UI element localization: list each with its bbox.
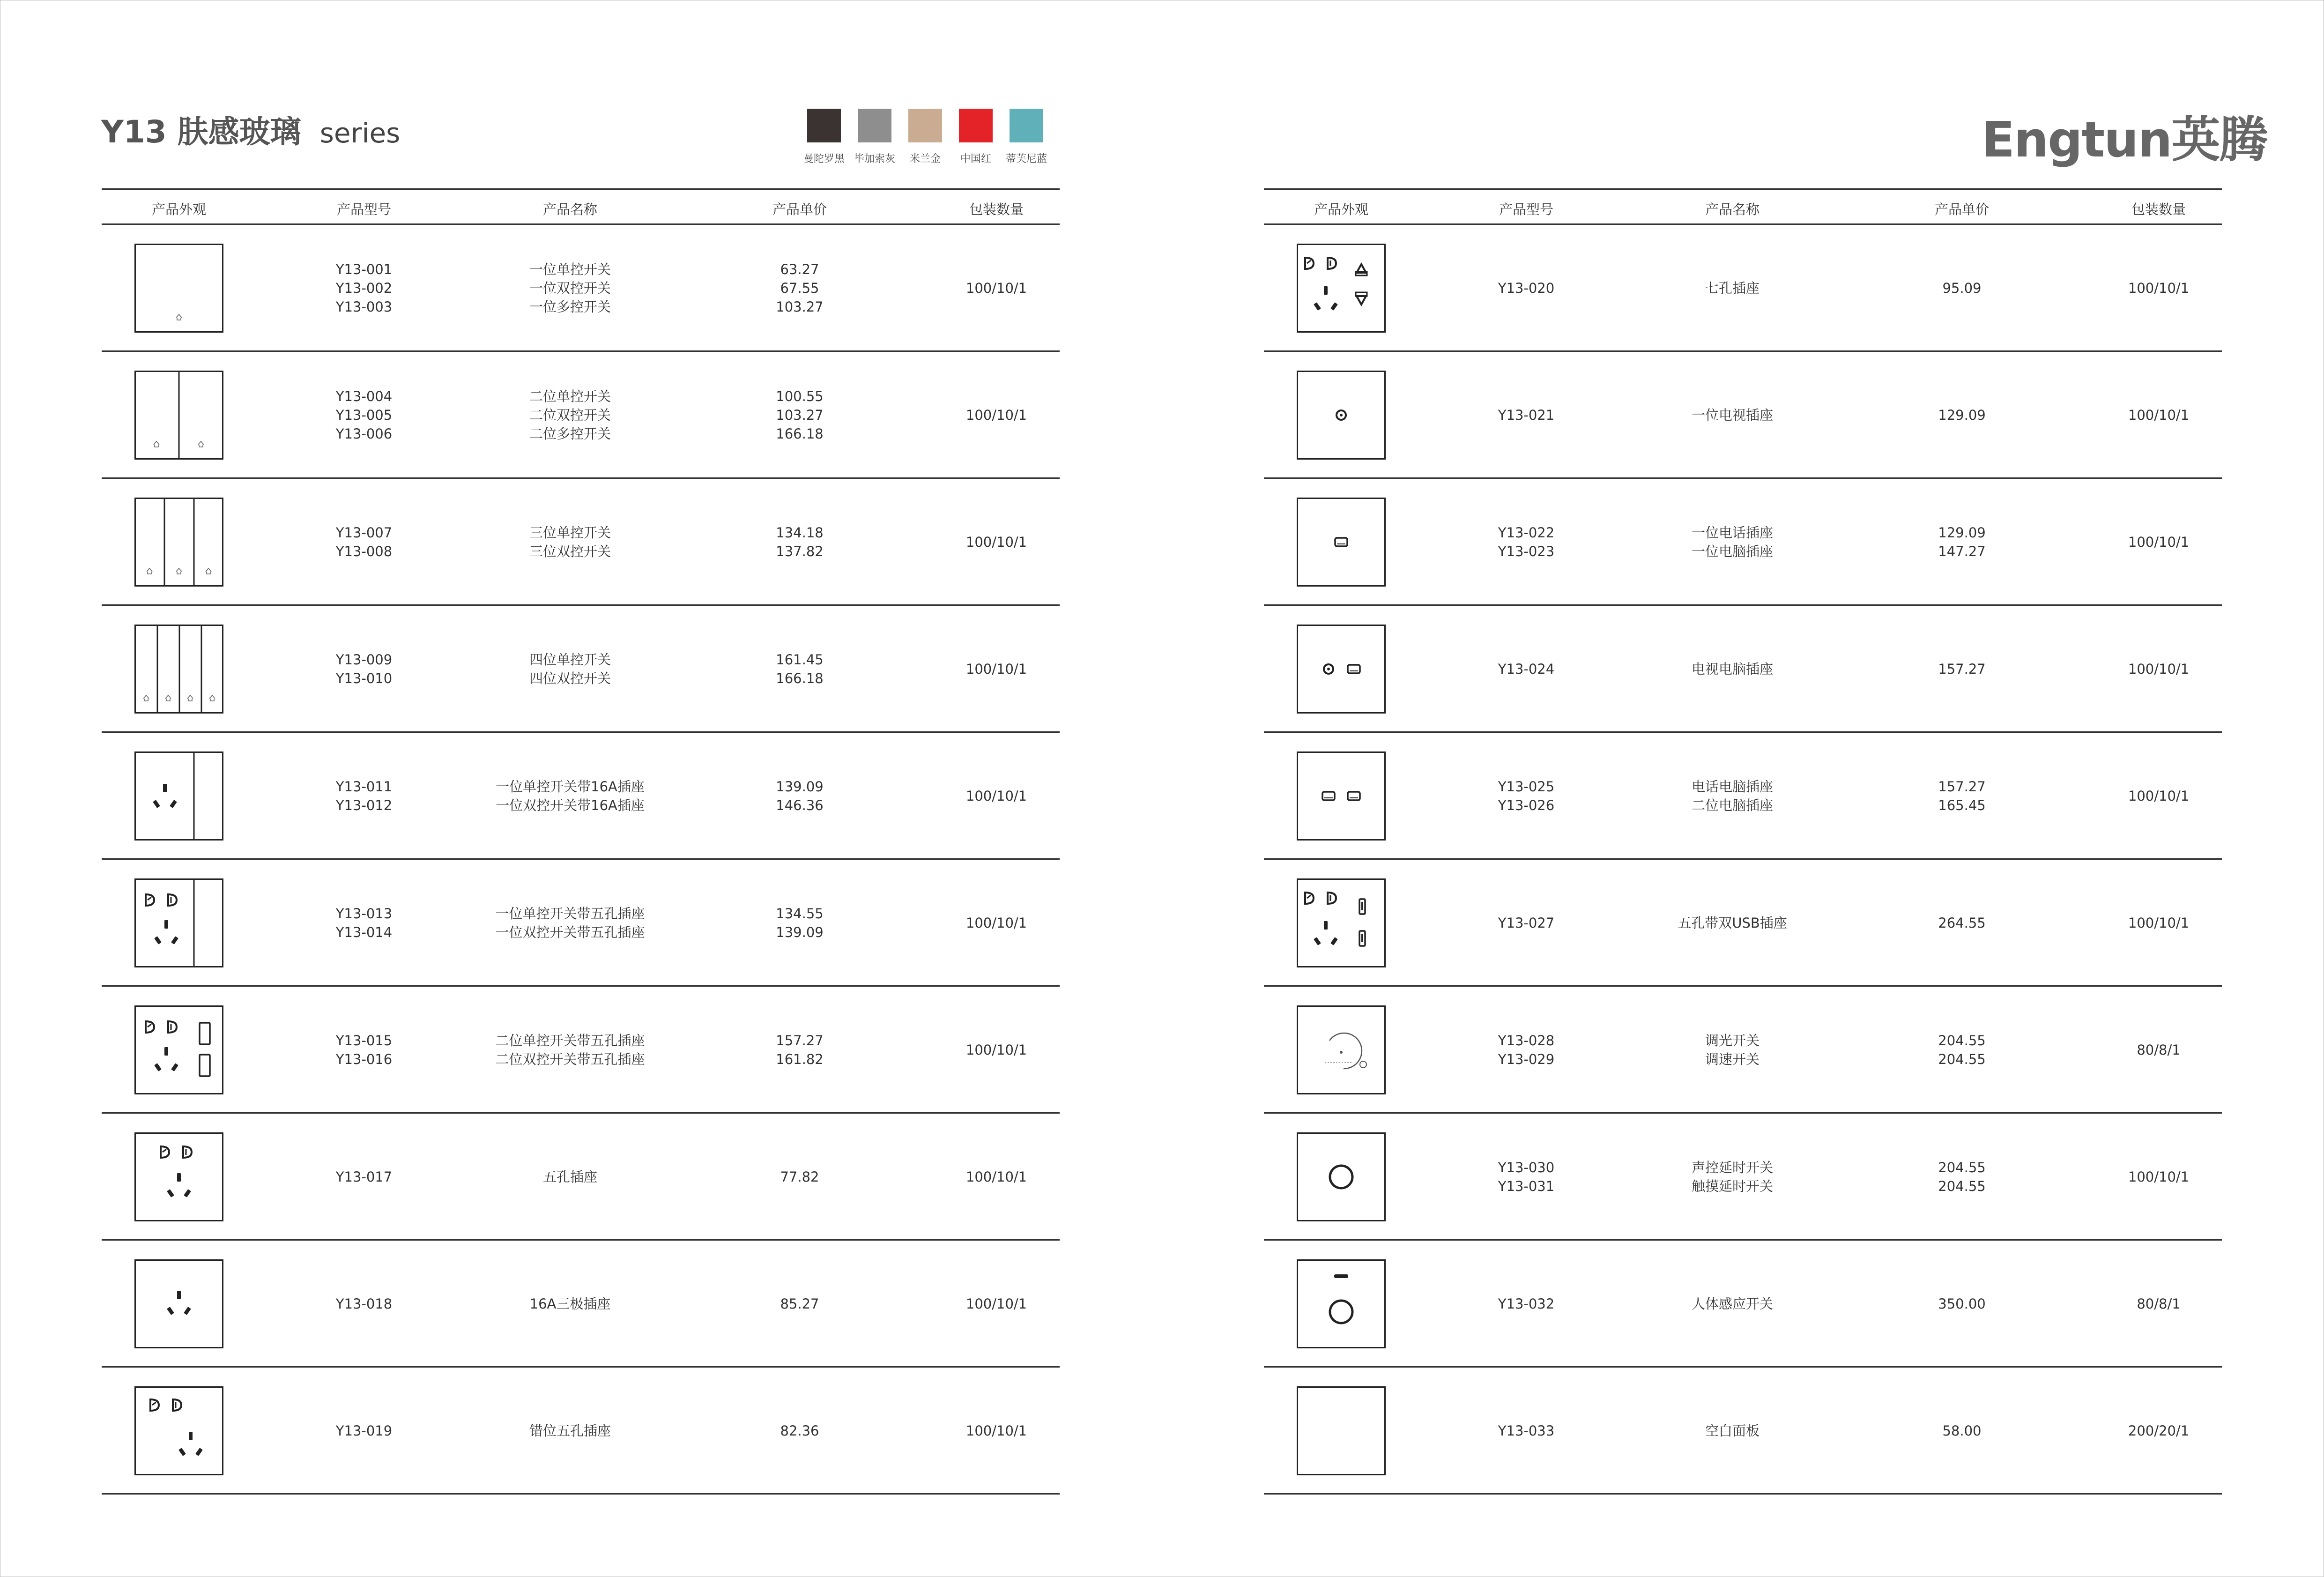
product-price: 95.09	[1942, 280, 1982, 296]
table-row	[102, 606, 1060, 733]
product-price: 204.55	[1938, 1033, 1986, 1049]
table-row	[1264, 352, 2222, 479]
column-header: 产品外观	[1314, 201, 1369, 217]
brand-logo: Engtun英腾	[1982, 111, 2267, 168]
color-swatch	[849, 109, 900, 165]
product-code: Y13-017	[335, 1169, 393, 1185]
table-row	[1264, 1114, 2222, 1241]
product-code: Y13-029	[1498, 1051, 1555, 1067]
product-code: Y13-009	[335, 652, 393, 668]
product-name: 16A三极插座	[529, 1296, 611, 1312]
product-name: 声控延时开关	[1691, 1160, 1774, 1175]
product-price: 67.55	[780, 280, 819, 296]
table-header	[1264, 188, 2222, 225]
color-swatches	[799, 109, 1052, 165]
package-quantity: 100/10/1	[965, 1296, 1027, 1312]
switch-3-gang-icon	[134, 498, 223, 587]
phone-computer-socket-icon	[1297, 751, 1386, 841]
table-row	[1264, 225, 2222, 352]
product-code: Y13-031	[1498, 1178, 1555, 1194]
package-quantity: 100/10/1	[965, 534, 1027, 550]
product-code: Y13-032	[1498, 1296, 1555, 1312]
product-name: 二位双控开关带五孔插座	[495, 1051, 645, 1067]
product-price: 58.00	[1942, 1423, 1982, 1439]
product-price: 137.82	[776, 543, 824, 559]
package-quantity: 100/10/1	[965, 407, 1027, 423]
product-name: 一位电脑插座	[1691, 543, 1774, 559]
swatch-label: 毕加索灰	[854, 153, 895, 165]
table-row	[102, 987, 1060, 1114]
table-row	[1264, 860, 2222, 987]
product-name: 一位电话插座	[1691, 525, 1774, 541]
package-quantity: 80/8/1	[2137, 1296, 2181, 1312]
column-header: 产品外观	[151, 201, 207, 217]
product-price: 139.09	[776, 779, 824, 795]
product-code: Y13-019	[335, 1423, 393, 1439]
product-name: 人体感应开关	[1691, 1296, 1774, 1312]
package-quantity: 100/10/1	[2128, 788, 2190, 804]
product-name: 一位电视插座	[1691, 407, 1774, 423]
tv-computer-socket-icon	[1297, 625, 1386, 714]
product-name: 一位单控开关带五孔插座	[495, 906, 645, 922]
product-price: 63.27	[780, 261, 819, 277]
product-name: 调光开关	[1705, 1033, 1760, 1049]
table-row	[102, 479, 1060, 606]
color-swatch	[1001, 109, 1052, 165]
product-price: 165.45	[1938, 797, 1986, 813]
product-name: 四位单控开关	[529, 652, 611, 668]
page-title	[101, 107, 400, 151]
table-row	[1264, 1368, 2222, 1495]
product-price: 204.55	[1938, 1051, 1986, 1067]
swatch-color	[807, 109, 841, 142]
product-price: 161.45	[776, 652, 824, 668]
product-name: 三位单控开关	[529, 525, 611, 541]
product-code: Y13-003	[335, 299, 393, 315]
product-name: 二位多控开关	[529, 426, 611, 442]
product-name: 五孔插座	[542, 1169, 598, 1185]
offset-5hole-socket-icon	[134, 1386, 223, 1475]
product-code: Y13-013	[335, 906, 393, 922]
dimmer-switch-icon	[1297, 1005, 1386, 1094]
product-price: 161.82	[776, 1051, 824, 1067]
product-name: 二位双控开关	[529, 407, 611, 423]
product-name: 电话电脑插座	[1691, 779, 1774, 795]
table-row	[1264, 1241, 2222, 1368]
table-row	[1264, 987, 2222, 1114]
product-name: 二位电脑插座	[1691, 797, 1774, 813]
product-code: Y13-030	[1498, 1160, 1555, 1175]
product-name: 二位单控开关	[529, 388, 611, 404]
product-name: 一位双控开关带16A插座	[496, 797, 645, 813]
5hole-socket-icon	[134, 1132, 223, 1221]
product-price: 147.27	[1938, 543, 1986, 559]
product-price: 264.55	[1938, 915, 1986, 931]
product-price: 166.18	[776, 670, 824, 686]
switch-16a-socket-icon	[134, 751, 223, 841]
product-name: 电视电脑插座	[1691, 661, 1774, 677]
product-price: 204.55	[1938, 1160, 1986, 1175]
table-row	[1264, 606, 2222, 733]
table-header	[102, 188, 1060, 225]
package-quantity: 100/10/1	[965, 1042, 1027, 1058]
package-quantity: 100/10/1	[2128, 280, 2190, 296]
product-code: Y13-007	[335, 525, 393, 541]
product-price: 129.09	[1938, 407, 1986, 423]
7hole-socket-icon	[1297, 244, 1386, 333]
package-quantity: 100/10/1	[965, 1423, 1027, 1439]
swatch-color	[1010, 109, 1043, 142]
phone-socket-icon	[1297, 498, 1386, 587]
column-header: 产品名称	[1705, 201, 1760, 217]
series-label: series	[319, 117, 401, 149]
product-name: 一位双控开关	[529, 280, 611, 296]
product-code: Y13-026	[1498, 797, 1555, 813]
motion-sensor-switch-icon	[1297, 1259, 1386, 1348]
swatch-label: 曼陀罗黑	[803, 153, 845, 165]
table-row	[102, 1114, 1060, 1241]
product-price: 157.27	[776, 1033, 824, 1049]
package-quantity: 100/10/1	[2128, 661, 2190, 677]
swatch-color	[959, 109, 993, 142]
product-code: Y13-023	[1498, 543, 1555, 559]
product-code: Y13-002	[335, 280, 393, 296]
product-price: 146.36	[776, 797, 824, 813]
product-table-left	[102, 188, 1060, 1495]
product-name: 二位单控开关带五孔插座	[495, 1033, 645, 1049]
product-code: Y13-028	[1498, 1033, 1555, 1049]
package-quantity: 200/20/1	[2128, 1423, 2190, 1439]
package-quantity: 100/10/1	[965, 915, 1027, 931]
product-price: 103.27	[776, 299, 824, 315]
table-row	[1264, 479, 2222, 606]
product-code: Y13-027	[1498, 915, 1555, 931]
column-header: 包装数量	[2131, 201, 2186, 217]
5hole-usb-socket-icon	[1297, 878, 1386, 967]
product-price: 100.55	[776, 388, 824, 404]
switch-1-gang-icon	[134, 244, 223, 333]
column-header: 产品单价	[1934, 201, 1990, 217]
package-quantity: 100/10/1	[965, 280, 1027, 296]
product-code: Y13-010	[335, 670, 393, 686]
product-price: 77.82	[780, 1169, 819, 1185]
product-name: 三位双控开关	[529, 543, 611, 559]
product-table-right	[1264, 188, 2222, 1495]
package-quantity: 100/10/1	[2128, 407, 2190, 423]
blank-panel-icon	[1297, 1386, 1386, 1475]
product-price: 85.27	[780, 1296, 819, 1312]
product-name: 一位多控开关	[529, 299, 611, 315]
swatch-color	[908, 109, 942, 142]
package-quantity: 100/10/1	[2128, 915, 2190, 931]
delay-switch-icon	[1297, 1132, 1386, 1221]
swatch-color	[858, 109, 891, 142]
column-header: 产品名称	[542, 201, 598, 217]
package-quantity: 80/8/1	[2137, 1042, 2181, 1058]
package-quantity: 100/10/1	[965, 788, 1027, 804]
package-quantity: 100/10/1	[2128, 534, 2190, 550]
switch2-5hole-socket-icon	[134, 1005, 223, 1094]
swatch-label: 蒂芙尼蓝	[1005, 153, 1047, 165]
color-swatch	[900, 109, 950, 165]
product-price: 204.55	[1938, 1178, 1986, 1194]
product-code: Y13-033	[1498, 1423, 1555, 1439]
product-code: Y13-018	[335, 1296, 393, 1312]
column-header: 产品型号	[1499, 201, 1554, 217]
product-price: 166.18	[776, 426, 824, 442]
product-price: 350.00	[1938, 1296, 1986, 1312]
series-name: Y13 肤感玻璃	[101, 114, 301, 150]
product-price: 103.27	[776, 407, 824, 423]
table-row	[1264, 733, 2222, 860]
product-price: 82.36	[780, 1423, 819, 1439]
product-code: Y13-001	[335, 261, 393, 277]
table-row	[102, 733, 1060, 860]
package-quantity: 100/10/1	[2128, 1169, 2190, 1185]
product-name: 五孔带双USB插座	[1678, 915, 1787, 931]
product-name: 错位五孔插座	[529, 1423, 611, 1439]
product-name: 一位单控开关带16A插座	[496, 779, 645, 795]
product-code: Y13-022	[1498, 525, 1555, 541]
swatch-label: 米兰金	[909, 153, 941, 165]
product-code: Y13-005	[335, 407, 393, 423]
product-price: 134.55	[776, 906, 824, 922]
product-code: Y13-008	[335, 543, 393, 559]
table-row	[102, 860, 1060, 987]
product-name: 七孔插座	[1705, 280, 1760, 296]
table-row	[102, 1241, 1060, 1368]
product-code: Y13-015	[335, 1033, 393, 1049]
product-price: 134.18	[776, 525, 824, 541]
switch-5hole-socket-icon	[134, 878, 223, 967]
product-code: Y13-004	[335, 388, 393, 404]
switch-4-gang-icon	[134, 625, 223, 714]
column-header: 包装数量	[969, 201, 1024, 217]
product-name: 一位双控开关带五孔插座	[495, 924, 645, 940]
tv-socket-icon	[1297, 371, 1386, 460]
product-code: Y13-021	[1498, 407, 1555, 423]
package-quantity: 100/10/1	[965, 1169, 1027, 1185]
product-price: 157.27	[1938, 779, 1986, 795]
swatch-label: 中国红	[960, 153, 991, 165]
product-price: 139.09	[776, 924, 824, 940]
16a-socket-icon	[134, 1259, 223, 1348]
product-code: Y13-025	[1498, 779, 1555, 795]
table-row	[102, 225, 1060, 352]
column-header: 产品型号	[336, 201, 392, 217]
product-name: 空白面板	[1705, 1423, 1760, 1439]
product-code: Y13-006	[335, 426, 393, 442]
product-code: Y13-014	[335, 924, 393, 940]
color-swatch	[950, 109, 1001, 165]
column-header: 产品单价	[772, 201, 827, 217]
product-code: Y13-011	[335, 779, 393, 795]
product-price: 129.09	[1938, 525, 1986, 541]
color-swatch	[799, 109, 849, 165]
product-code: Y13-012	[335, 797, 393, 813]
switch-2-gang-icon	[134, 371, 223, 460]
product-name: 调速开关	[1705, 1051, 1760, 1067]
product-name: 一位单控开关	[529, 261, 611, 277]
product-price: 157.27	[1938, 661, 1986, 677]
table-row	[102, 352, 1060, 479]
product-code: Y13-020	[1498, 280, 1555, 296]
product-code: Y13-024	[1498, 661, 1555, 677]
package-quantity: 100/10/1	[965, 661, 1027, 677]
table-row	[102, 1368, 1060, 1495]
product-name: 触摸延时开关	[1691, 1178, 1774, 1194]
product-code: Y13-016	[335, 1051, 393, 1067]
product-name: 四位双控开关	[529, 670, 611, 686]
